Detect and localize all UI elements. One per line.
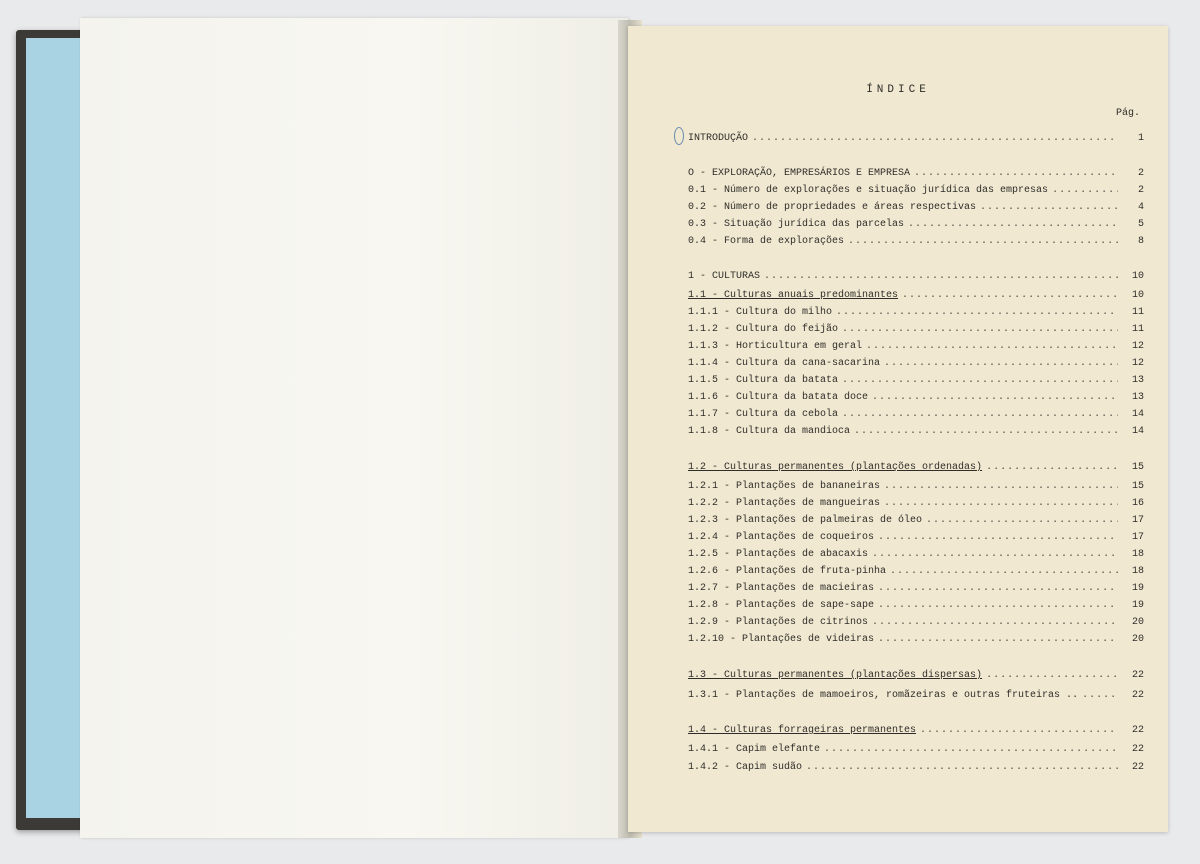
toc-leader-dots [878, 530, 1118, 546]
toc-entry-page: 5 [1137, 219, 1144, 230]
toc-entry-label: 1.1.1 - Cultura do milho [688, 307, 833, 318]
toc-entry-page: 12 [1131, 358, 1144, 369]
toc-entry [688, 460, 1144, 476]
toc-entry [688, 183, 1144, 199]
toc-entry [688, 598, 1144, 614]
toc-entry-label: 1.3 - Culturas permanentes (plantações dispersas) [688, 670, 983, 681]
toc-entry-page: 4 [1137, 202, 1144, 213]
toc-leader-dots [764, 269, 1118, 285]
toc-leader-dots [854, 424, 1118, 440]
toc-leader-dots [878, 632, 1118, 648]
toc-entry-label: 1.3.1 - Plantações de mamoeiros, romãzeiras e outras fruteiras .. [688, 690, 1079, 701]
toc-entry-page: 14 [1131, 426, 1144, 437]
toc-entry-label: 1.1.2 - Cultura do feijão [688, 324, 839, 335]
toc-entry-page: 10 [1131, 290, 1144, 301]
toc-entry [688, 615, 1144, 631]
toc-leader-dots [980, 200, 1118, 216]
toc-entry-label: 1 - CULTURAS [688, 271, 761, 282]
toc-leader-dots [848, 234, 1118, 250]
blank-left-page [80, 18, 628, 838]
index-page [628, 26, 1168, 832]
toc-entry-page: 17 [1131, 532, 1144, 543]
toc-entry-label: 0.4 - Forma de explorações [688, 236, 845, 247]
toc-entry-page: 22 [1131, 762, 1144, 773]
toc-leader-dots [836, 305, 1118, 321]
toc-entry-label: 1.2.2 - Plantações de mangueiras [688, 498, 881, 509]
toc-entry-page: 10 [1131, 271, 1144, 282]
toc-entry-page: 2 [1137, 185, 1144, 196]
toc-leader-dots [866, 339, 1118, 355]
toc-leader-dots [824, 742, 1118, 758]
toc-entry [688, 742, 1144, 758]
toc-entry-page: 18 [1131, 566, 1144, 577]
toc-entry [688, 547, 1144, 563]
toc-leader-dots [920, 723, 1118, 739]
toc-entry-page: 15 [1131, 481, 1144, 492]
toc-leader-dots [890, 564, 1118, 580]
toc-entry [688, 496, 1144, 512]
toc-leader-dots [1082, 688, 1118, 704]
toc-entry [688, 513, 1144, 529]
toc-leader-dots [986, 460, 1118, 476]
toc-leader-dots [872, 390, 1118, 406]
toc-entry [688, 424, 1144, 440]
toc-entry [688, 305, 1144, 321]
toc-entry [688, 407, 1144, 423]
toc-entry-label: 1.1.6 - Cultura da batata doce [688, 392, 869, 403]
toc-entry [688, 581, 1144, 597]
toc-entry [688, 288, 1144, 304]
toc-entry [688, 688, 1144, 704]
toc-entry-page: 19 [1131, 600, 1144, 611]
toc-entry [688, 632, 1144, 648]
toc-entry-label: 1.4.2 - Capim sudão [688, 762, 803, 773]
toc-entry-label: 1.2.9 - Plantações de citrinos [688, 617, 869, 628]
toc-leader-dots [878, 598, 1118, 614]
toc-entry-label: INTRODUÇÃO [688, 133, 749, 144]
toc-entry-page: 18 [1131, 549, 1144, 560]
toc-entry [688, 479, 1144, 495]
toc-leader-dots [842, 322, 1118, 338]
toc-entry [688, 723, 1144, 739]
pencil-mark-icon [674, 127, 684, 145]
page-column-label: Pág. [1115, 108, 1140, 119]
toc-entry-page: 20 [1131, 634, 1144, 645]
toc-entry-page: 2 [1137, 168, 1144, 179]
toc-entry-page: 16 [1131, 498, 1144, 509]
toc-entry-page: 11 [1131, 324, 1144, 335]
toc-leader-dots [872, 615, 1118, 631]
toc-entry-label: 1.2.8 - Plantações de sape-sape [688, 600, 875, 611]
toc-entry-page: 14 [1131, 409, 1144, 420]
toc-entry-page: 1 [1137, 133, 1144, 144]
toc-entry-label: 0.2 - Número de propriedades e áreas respectivas [688, 202, 977, 213]
toc-entry-page: 17 [1131, 515, 1144, 526]
toc-leader-dots [842, 407, 1118, 423]
toc-entry-page: 19 [1131, 583, 1144, 594]
toc-entry-page: 13 [1131, 392, 1144, 403]
toc-entry-label: O - EXPLORAÇÃO, EMPRESÁRIOS E EMPRESA [688, 168, 911, 179]
toc-entry-label: 1.4.1 - Capim elefante [688, 744, 821, 755]
toc-leader-dots [884, 496, 1118, 512]
toc-entry-label: 1.2.7 - Plantações de macieiras [688, 583, 875, 594]
toc-entry-label: 1.2.10 - Plantações de videiras [688, 634, 875, 645]
toc-entry-label: 1.1.5 - Cultura da batata [688, 375, 839, 386]
toc-entry-page: 20 [1131, 617, 1144, 628]
toc-entry-label: 1.1 - Culturas anuais predominantes [688, 290, 899, 301]
toc-entry [688, 390, 1144, 406]
toc-entry-label: 1.2.3 - Plantações de palmeiras de óleo [688, 515, 923, 526]
toc-leader-dots [926, 513, 1118, 529]
toc-entry [688, 356, 1144, 372]
toc-entry-page: 15 [1131, 462, 1144, 473]
toc-leader-dots [884, 356, 1118, 372]
toc-entry-label: 1.2.5 - Plantações de abacaxis [688, 549, 869, 560]
toc-leader-dots [878, 581, 1118, 597]
toc-leader-dots [902, 288, 1118, 304]
toc-entry-page: 13 [1131, 375, 1144, 386]
toc-leader-dots [752, 131, 1118, 147]
toc-entry-page: 12 [1131, 341, 1144, 352]
toc-entry [688, 234, 1144, 250]
toc-entry [688, 269, 1144, 285]
toc-leader-dots [908, 217, 1118, 233]
toc-entry [688, 530, 1144, 546]
toc-entry-label: 1.2 - Culturas permanentes (plantações ordenadas) [688, 462, 983, 473]
toc-entry-label: 1.1.8 - Cultura da mandioca [688, 426, 851, 437]
toc-entry-label: 0.1 - Número de explorações e situação jurídica das empresas [688, 185, 1049, 196]
toc-entry [688, 131, 1144, 147]
toc-entry-page: 22 [1131, 725, 1144, 736]
toc-leader-dots [884, 479, 1118, 495]
toc-entry [688, 668, 1144, 684]
toc-leader-dots [806, 760, 1118, 776]
toc-entry-label: 0.3 - Situação jurídica das parcelas [688, 219, 905, 230]
toc-entry-label: 1.1.7 - Cultura da cebola [688, 409, 839, 420]
toc-entry-page: 22 [1131, 690, 1144, 701]
toc-leader-dots [914, 166, 1118, 182]
toc-entry-label: 1.2.6 - Plantações de fruta-pinha [688, 566, 887, 577]
toc-entry [688, 760, 1144, 776]
toc-entry-label: 1.1.3 - Horticultura em geral [688, 341, 863, 352]
index-title: ÍNDICE [866, 84, 930, 96]
toc-entry [688, 166, 1144, 182]
toc-entry-page: 11 [1131, 307, 1144, 318]
toc-entry [688, 373, 1144, 389]
toc-entry-label: 1.1.4 - Cultura da cana-sacarina [688, 358, 881, 369]
toc-entry [688, 564, 1144, 580]
toc-entry-label: 1.2.4 - Plantações de coqueiros [688, 532, 875, 543]
toc-leader-dots [1052, 183, 1118, 199]
toc-leader-dots [842, 373, 1118, 389]
toc-leader-dots [872, 547, 1118, 563]
toc-entry [688, 339, 1144, 355]
toc-leader-dots [986, 668, 1118, 684]
toc-entry-page: 8 [1137, 236, 1144, 247]
toc-entry-page: 22 [1131, 670, 1144, 681]
toc-entry-label: 1.4 - Culturas forrageiras permanentes [688, 725, 917, 736]
toc-entry [688, 217, 1144, 233]
toc-entry-page: 22 [1131, 744, 1144, 755]
toc-entry [688, 322, 1144, 338]
toc-entry-label: 1.2.1 - Plantações de bananeiras [688, 481, 881, 492]
toc-entry [688, 200, 1144, 216]
